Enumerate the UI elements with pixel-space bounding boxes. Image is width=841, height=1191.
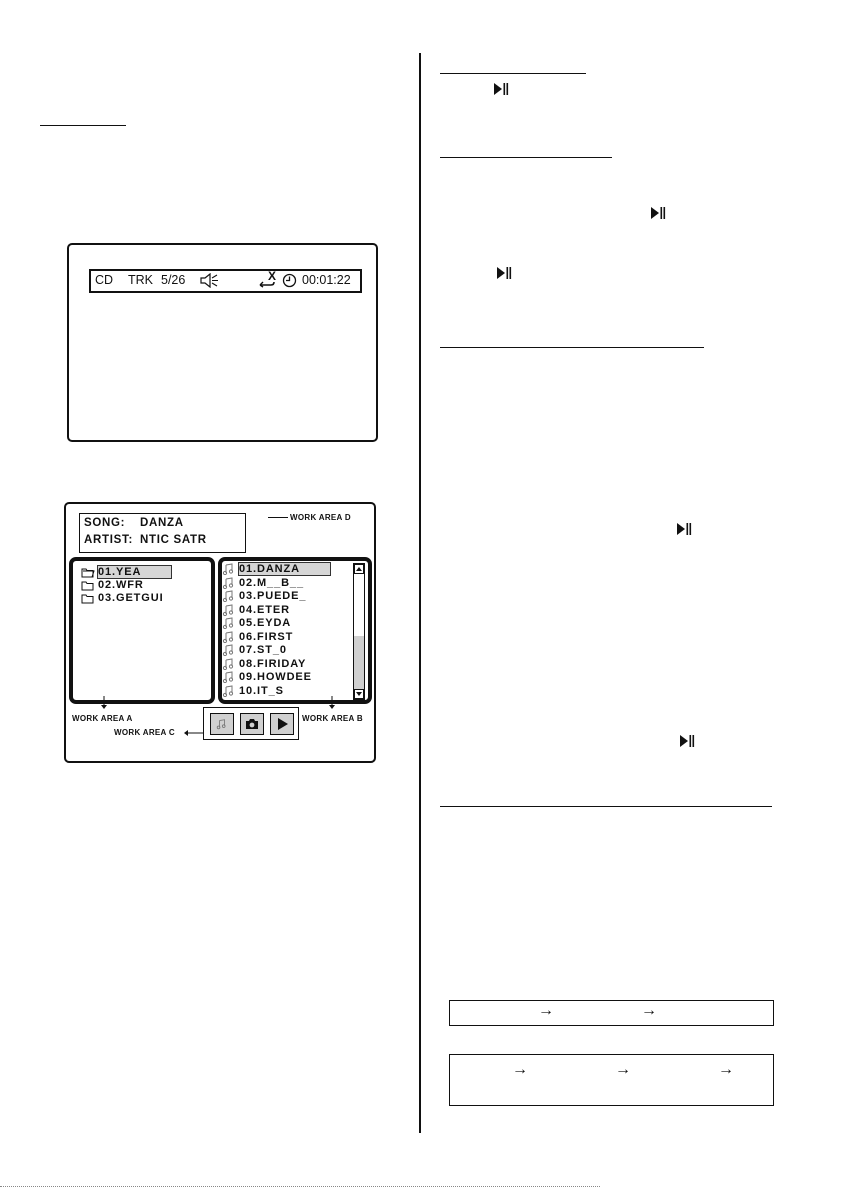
control-box <box>203 707 299 740</box>
play-icon <box>277 717 289 731</box>
artist-value: NTIC SATR <box>140 534 207 546</box>
music-mode-button[interactable] <box>210 713 234 735</box>
track-scrollbar[interactable] <box>353 563 365 700</box>
work-area-a-pointer <box>100 696 108 710</box>
mode-flow-box-1 <box>449 1000 774 1026</box>
play-pause-icon <box>496 266 512 280</box>
work-area-c-label: WORK AREA C <box>114 728 175 737</box>
scroll-down-icon[interactable] <box>354 689 364 699</box>
music-note-icon <box>222 563 236 575</box>
flow-arrow: → <box>641 1002 657 1019</box>
column-divider <box>419 53 421 1133</box>
flow-arrow: → <box>512 1061 528 1078</box>
folder-name: 03.GETGUI <box>98 592 164 604</box>
repeat-mark: X <box>268 269 277 283</box>
folder-icon <box>81 579 95 591</box>
track-panel <box>218 557 372 704</box>
folder-icon <box>81 592 95 604</box>
speaker-icon <box>199 273 219 288</box>
work-area-d-pointer <box>268 517 288 518</box>
music-note-icon <box>222 644 236 656</box>
music-note-icon <box>222 658 236 670</box>
music-note-icon <box>222 590 236 602</box>
track-value: 5/26 <box>161 273 186 287</box>
folder-open-icon <box>81 566 95 578</box>
play-pause-icon <box>493 82 509 96</box>
file-browser-screen <box>64 502 376 763</box>
work-area-d-label: WORK AREA D <box>290 513 351 522</box>
flow-arrow: → <box>615 1061 631 1078</box>
music-note-icon <box>222 631 236 643</box>
track-name: 10.IT_S <box>239 684 284 697</box>
music-note-icon <box>222 671 236 683</box>
scroll-thumb[interactable] <box>354 574 364 637</box>
clock-icon <box>282 273 297 288</box>
music-note-icon <box>222 685 236 697</box>
status-bar <box>89 269 362 293</box>
track-name: 01.DANZA <box>239 563 330 575</box>
song-value: DANZA <box>140 517 184 529</box>
track-name: 06.FIRST <box>239 630 294 643</box>
work-area-c-pointer <box>183 729 204 737</box>
play-pause-icon <box>650 206 666 220</box>
music-note-icon <box>216 718 228 730</box>
track-name: 05.EYDA <box>239 617 292 629</box>
scroll-up-icon[interactable] <box>354 564 364 574</box>
artist-label: ARTIST: <box>84 534 133 546</box>
page-bottom-edge <box>0 1186 600 1187</box>
play-pause-icon <box>676 522 692 536</box>
track-name: 07.ST_0 <box>239 644 287 656</box>
section-underline-3 <box>440 347 704 348</box>
mode-flow-box-2 <box>449 1054 774 1106</box>
track-name: 02.M__B__ <box>239 576 304 589</box>
track-name: 09.HOWDEE <box>239 671 312 683</box>
status-screen <box>67 243 378 442</box>
work-area-b-pointer <box>328 696 336 710</box>
music-note-icon <box>222 604 236 616</box>
section-underline-4 <box>440 806 772 807</box>
flow-arrow: → <box>718 1061 734 1078</box>
disc-type: CD <box>95 273 114 287</box>
photo-mode-button[interactable] <box>240 713 264 735</box>
photo-icon <box>245 718 259 730</box>
section-underline-1 <box>440 73 586 74</box>
song-label: SONG: <box>84 517 126 529</box>
folder-name: 02.WFR <box>98 579 144 591</box>
section-underline-left <box>40 125 126 126</box>
music-note-icon <box>222 577 236 589</box>
track-name: 03.PUEDE_ <box>239 590 307 602</box>
work-area-a-label: WORK AREA A <box>72 714 133 723</box>
track-name: 04.ETER <box>239 603 290 616</box>
track-label: TRK <box>128 273 153 287</box>
play-button[interactable] <box>270 713 294 735</box>
track-name: 08.FIRIDAY <box>239 657 307 670</box>
music-note-icon <box>222 617 236 629</box>
folder-name: 01.YEA <box>98 566 171 578</box>
work-area-b-label: WORK AREA B <box>302 714 363 723</box>
flow-arrow: → <box>538 1002 554 1019</box>
song-info-box <box>79 513 246 553</box>
scroll-track <box>354 636 364 689</box>
elapsed-time: 00:01:22 <box>302 273 351 287</box>
section-underline-2 <box>440 157 612 158</box>
play-pause-icon <box>679 734 695 748</box>
folder-panel <box>69 557 215 704</box>
